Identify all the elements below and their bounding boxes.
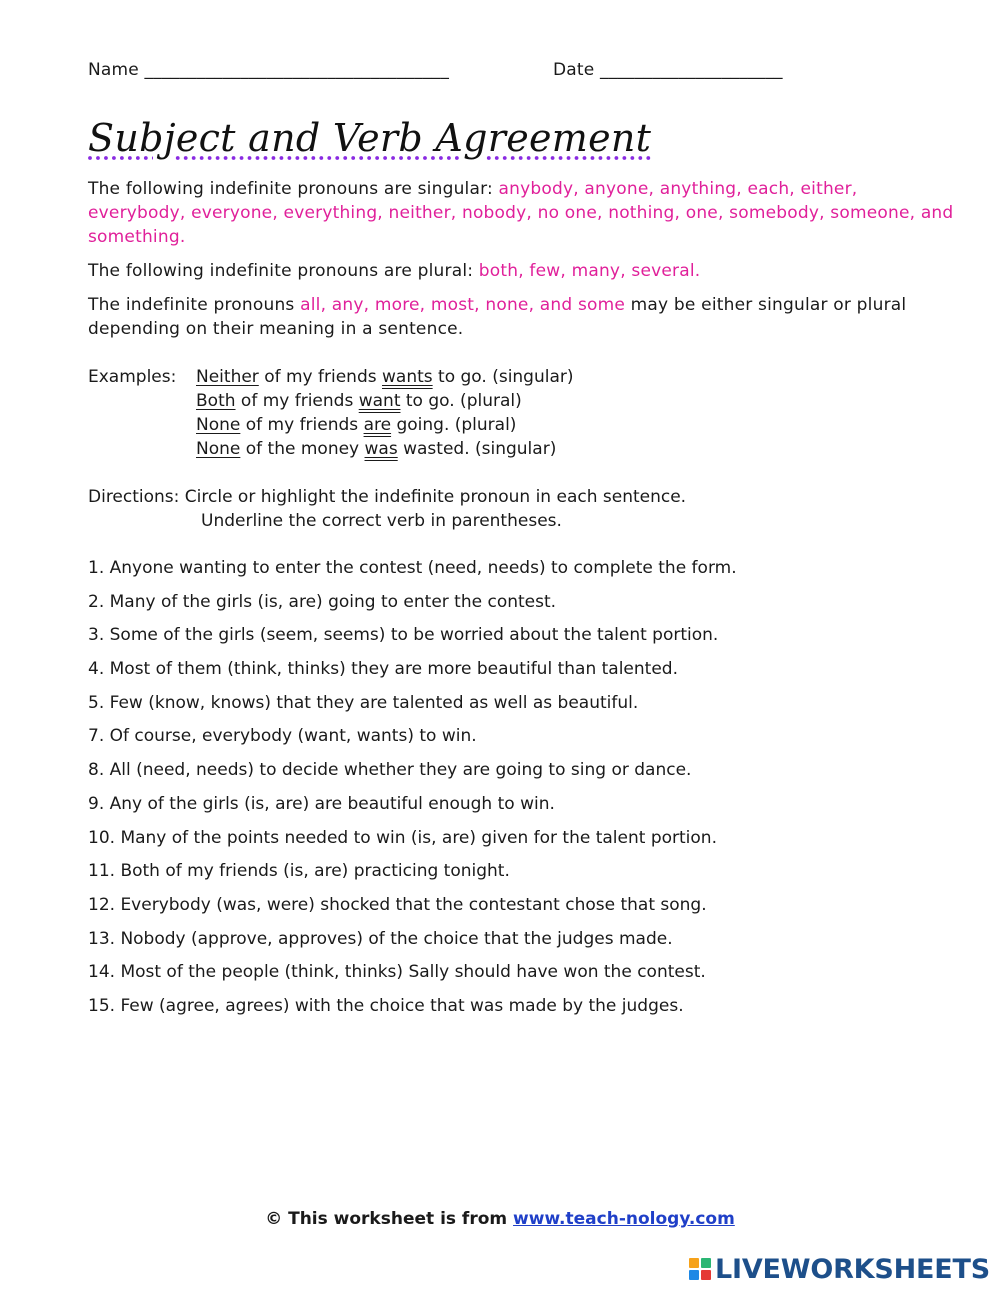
example-verb: was [364, 439, 398, 459]
logo-block-orange [689, 1258, 699, 1268]
example-middle: of my friends [235, 391, 359, 411]
directions-line-1: Directions: Circle or highlight the indefinite pronoun in each sentence. [88, 487, 687, 507]
examples-list [196, 365, 574, 461]
example-pronoun: Neither [196, 367, 259, 387]
liveworksheets-logo-icon [689, 1258, 711, 1280]
logo-block-red [701, 1270, 711, 1280]
exercise-item[interactable]: 15. Few (agree, agrees) with the choice that was made by the judges. [88, 995, 684, 1016]
either-intro-text: The indefinite pronouns [88, 295, 301, 315]
example-row [196, 437, 574, 461]
either-pronouns-paragraph [88, 293, 958, 341]
singular-list-period: . [179, 227, 186, 247]
example-pronoun: Both [196, 391, 236, 411]
exercise-item[interactable]: 10. Many of the points needed to win (is, are) given for the talent portion. [88, 827, 717, 848]
logo-block-green [701, 1258, 711, 1268]
example-pronoun: None [196, 415, 241, 435]
exercise-item[interactable]: 14. Most of the people (think, thinks) Sally should have won the contest. [88, 962, 706, 983]
example-end: to go. (singular) [432, 367, 574, 387]
directions-block [88, 485, 686, 533]
directions-line-2: Underline the correct verb in parentheses. [201, 511, 562, 531]
plural-pronouns-paragraph [88, 259, 958, 283]
date-field[interactable]: Date _____________________ [553, 60, 783, 80]
singular-pronouns-paragraph [88, 177, 958, 249]
exercise-item[interactable]: 11. Both of my friends (is, are) practicing tonight. [88, 861, 510, 882]
page-title: Subject and Verb Agreement [88, 116, 652, 160]
example-middle: of my friends [240, 415, 364, 435]
example-end: going. (plural) [391, 415, 517, 435]
logo-block-blue [689, 1270, 699, 1280]
exercise-item[interactable]: 5. Few (know, knows) that they are talented as well as beautiful. [88, 692, 639, 713]
example-middle: of the money [240, 439, 365, 459]
either-pronoun-list: all, any, more, most, none, and some [300, 295, 626, 315]
exercise-item[interactable]: 12. Everybody (was, were) shocked that the contestant chose that song. [88, 894, 707, 915]
singular-pronoun-list: anybody, anyone, anything, each, either, everybody, everyone, everything, neither, nobody, no one, nothing, one, somebody, someone, and something [88, 179, 954, 247]
liveworksheets-brand[interactable] [689, 1252, 990, 1286]
exercise-item[interactable]: 2. Many of the girls (is, are) going to enter the contest. [88, 591, 557, 612]
exercise-item[interactable]: 9. Any of the girls (is, are) are beautiful enough to win. [88, 793, 555, 814]
exercise-item[interactable]: 8. All (need, needs) to decide whether they are going to sing or dance. [88, 760, 692, 781]
footer-credit [0, 1209, 1000, 1229]
exercise-item[interactable]: 3. Some of the girls (seem, seems) to be worried about the talent portion. [88, 625, 719, 646]
examples-label: Examples: [88, 367, 177, 387]
example-pronoun: None [196, 439, 241, 459]
example-end: wasted. (singular) [397, 439, 557, 459]
example-verb: wants [382, 367, 433, 387]
singular-intro-text: The following indefinite pronouns are singular: [88, 179, 499, 199]
footer-link[interactable]: www.teach-nology.com [513, 1209, 735, 1229]
either-outro-text: may be either singular or plural depending on their meaning in a sentence. [88, 295, 907, 339]
exercise-list [88, 556, 737, 1028]
header-line [88, 60, 783, 80]
example-middle: of my friends [258, 367, 382, 387]
plural-pronoun-list: both, few, many, several. [478, 261, 701, 281]
plural-intro-text: The following indefinite pronouns are plural: [88, 261, 479, 281]
example-verb: want [358, 391, 401, 411]
example-row [196, 413, 574, 437]
footer-prefix: © This worksheet is from [265, 1209, 514, 1229]
liveworksheets-wordmark: LIVEWORKSHEETS [714, 1253, 990, 1285]
exercise-item[interactable]: 4. Most of them (think, thinks) they are more beautiful than talented. [88, 659, 678, 680]
example-row [196, 389, 574, 413]
exercise-item[interactable]: 1. Anyone wanting to enter the contest (need, needs) to complete the form. [88, 558, 737, 578]
example-verb: are [363, 415, 392, 435]
example-row [196, 365, 574, 389]
exercise-item[interactable]: 7. Of course, everybody (want, wants) to win. [88, 726, 477, 747]
example-end: to go. (plural) [400, 391, 522, 411]
name-field[interactable]: Name ___________________________________ [88, 60, 450, 80]
exercise-item[interactable]: 13. Nobody (approve, approves) of the choice that the judges made. [88, 928, 673, 949]
